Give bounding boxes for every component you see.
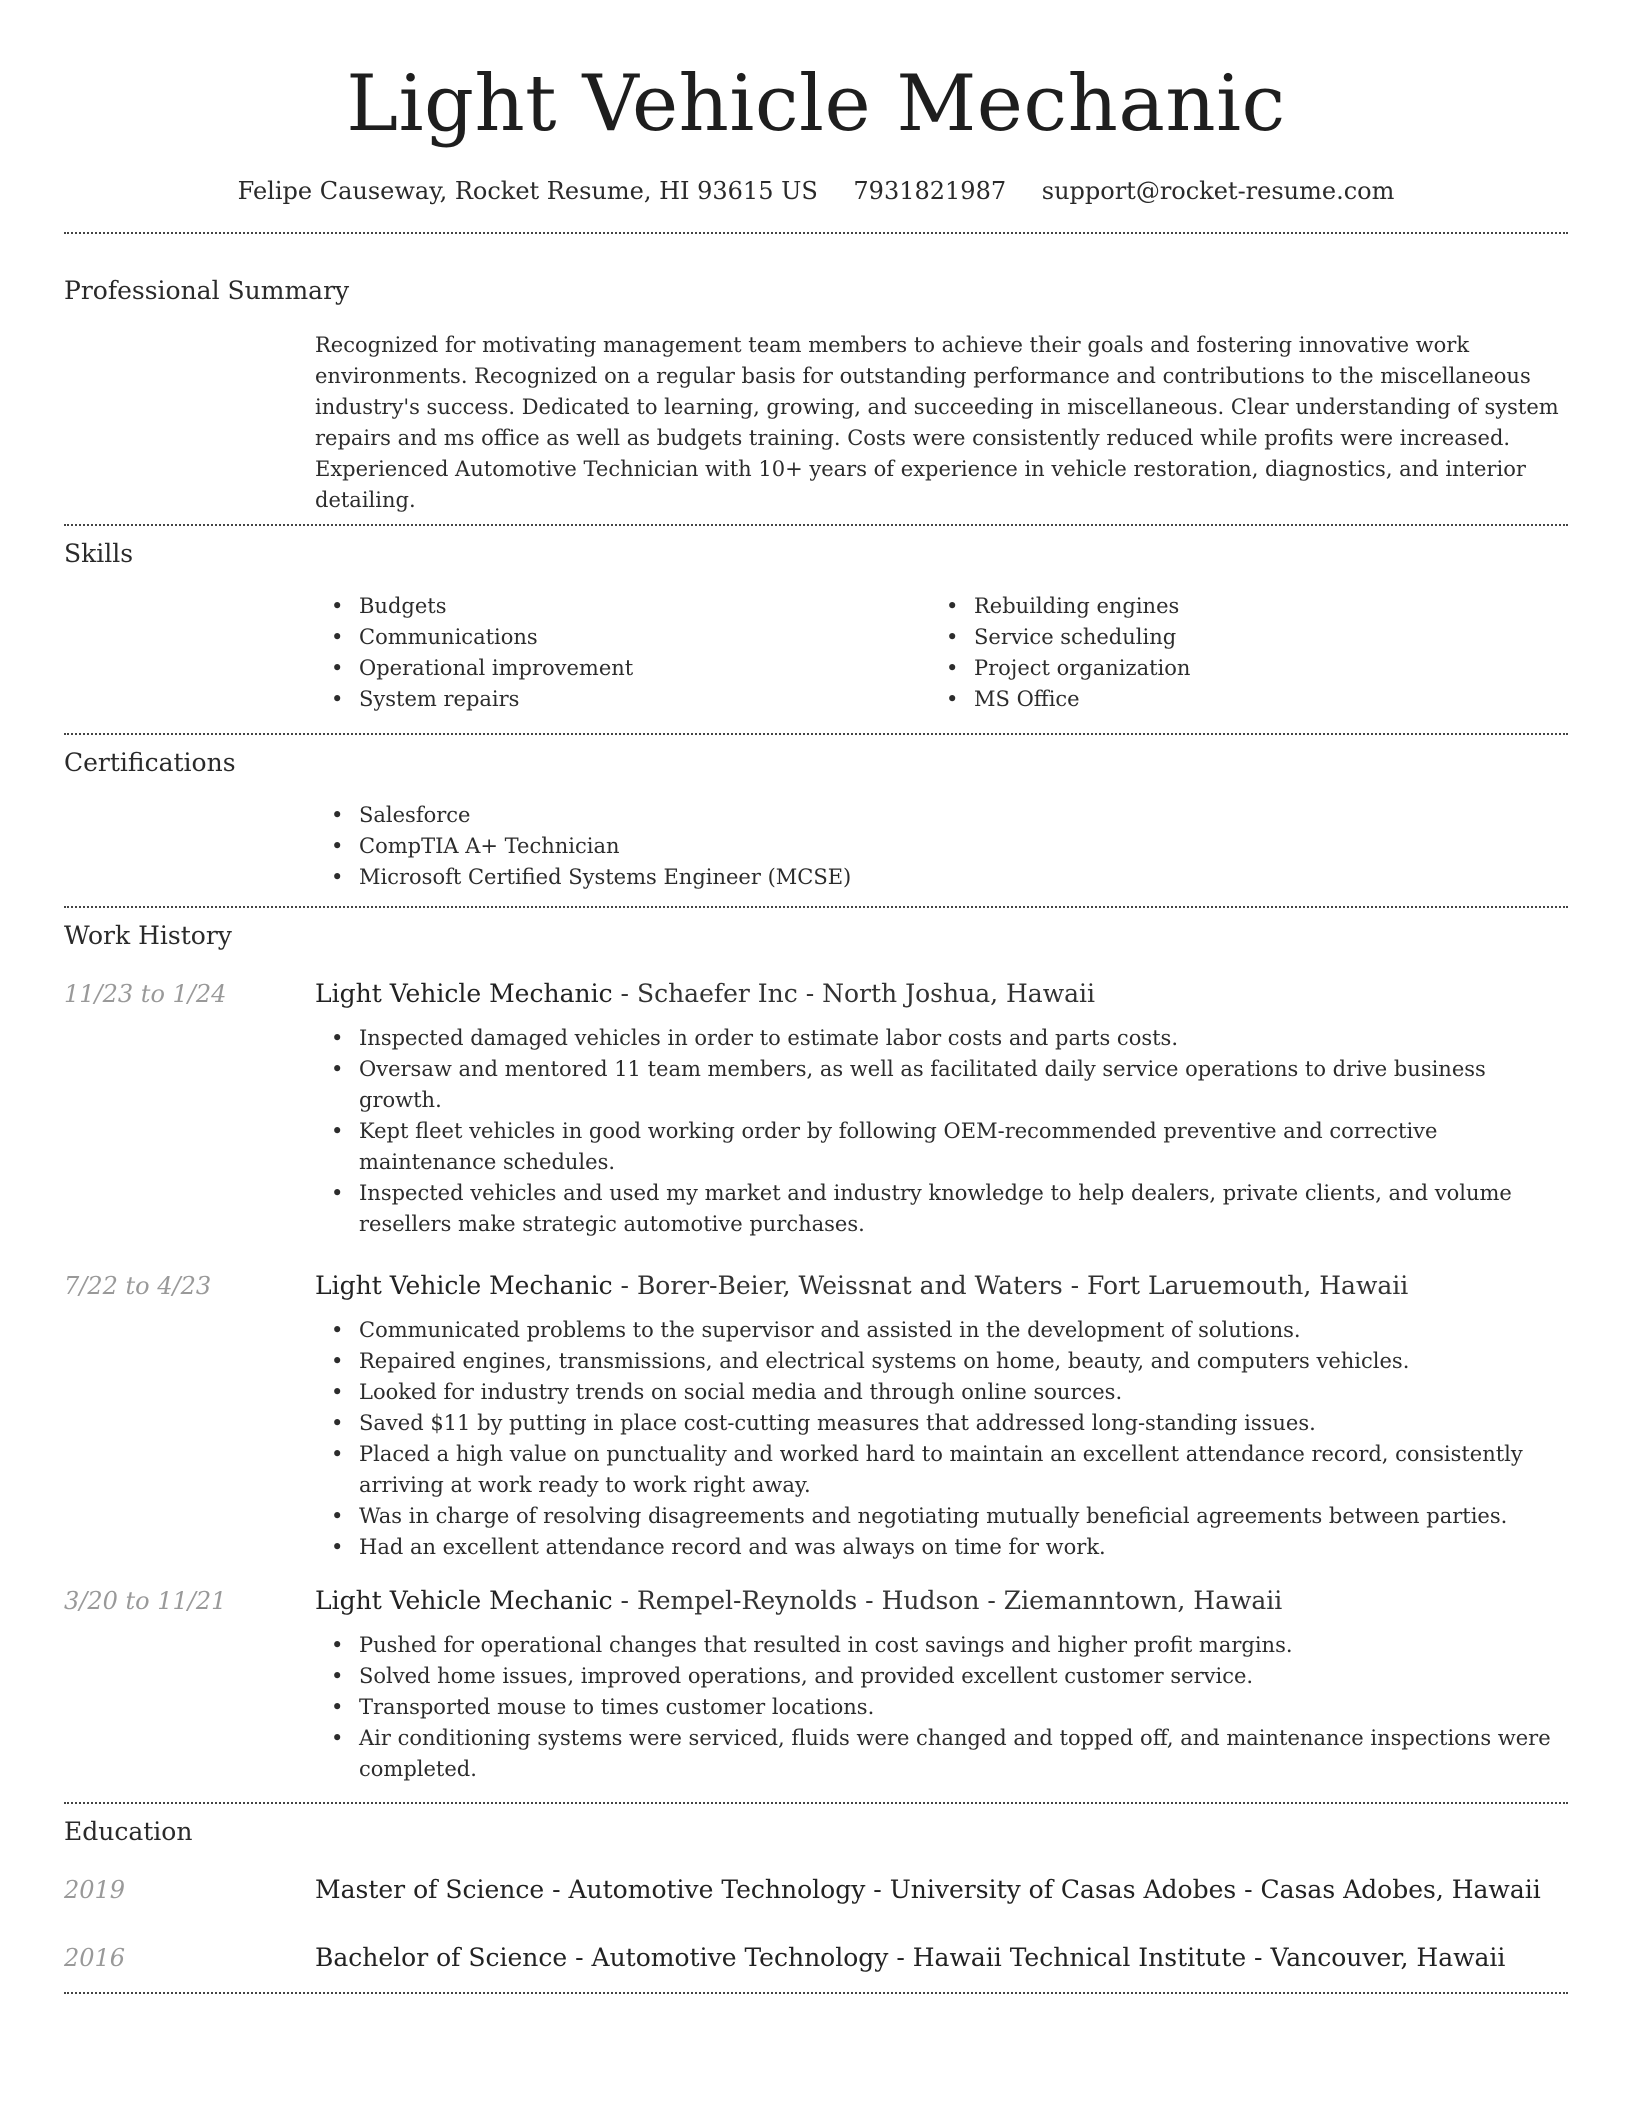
job-date: 7/22 to 4/23 xyxy=(64,1272,212,1300)
list-item: • Budgets xyxy=(331,594,447,618)
job-header xyxy=(64,977,1568,1011)
list-item: • Operational improvement xyxy=(331,656,634,680)
list-item: • Communications xyxy=(331,625,538,649)
divider xyxy=(64,1992,1568,1994)
job-role: Light Vehicle Mechanic - Borer-Beier, Weissnat and Waters - Fort Laruemouth, Hawaii xyxy=(315,1271,1409,1300)
divider xyxy=(64,733,1568,735)
skills-heading: Skills xyxy=(64,539,134,568)
skills-list-left xyxy=(315,591,930,715)
list-item: • Saved $11 by putting in place cost-cutting measures that addressed long-standing issues. xyxy=(331,1411,1316,1435)
resume-page xyxy=(64,0,1568,1994)
job-bullets xyxy=(315,1315,1568,1563)
list-item: • Inspected damaged vehicles in order to estimate labor costs and parts costs. xyxy=(331,1026,1178,1050)
list-item: • System repairs xyxy=(331,687,520,711)
certifications-heading: Certifications xyxy=(64,748,236,777)
summary-text: Recognized for motivating management team members to achieve their goals and fostering innovative work environments. Recognized on a regular basis for outstanding performance and contributions to the miscellaneous industry's success. Dedicated to learning, growing, and succeeding in miscellaneous. Clear understanding of system repairs and ms office as well as budgets training. Costs were consistently reduced while profits were increased. Experienced Automotive Technician with 10+ years of experience in vehicle restoration, diagnostics, and interior detailing. xyxy=(315,333,1559,512)
education-entry xyxy=(64,1873,1568,1907)
list-item: • Looked for industry trends on social media and through online sources. xyxy=(331,1380,1123,1404)
list-item: • Was in charge of resolving disagreements and negotiating mutually beneficial agreements between parties. xyxy=(331,1504,1508,1528)
divider xyxy=(64,906,1568,908)
certifications-section xyxy=(64,746,1568,893)
resume-title: Light Vehicle Mechanic xyxy=(346,59,1286,149)
summary-content xyxy=(315,330,1568,516)
list-item: • Had an excellent attendance record and was always on time for work. xyxy=(331,1535,1106,1559)
list-item: • Air conditioning systems were serviced, fluids were changed and topped off, and maintenance inspections were completed. xyxy=(331,1726,1551,1781)
job-bullets xyxy=(315,1023,1568,1240)
list-item: • Transported mouse to times customer locations. xyxy=(331,1695,875,1719)
list-item: • MS Office xyxy=(946,687,1080,711)
education-degree: Master of Science - Automotive Technology - University of Casas Adobes - Casas Adobes, Hawaii xyxy=(315,1875,1541,1904)
list-item: • Service scheduling xyxy=(946,625,1177,649)
contact-address: Felipe Causeway, Rocket Resume, HI 93615 US xyxy=(237,177,818,205)
list-item: • Pushed for operational changes that resulted in cost savings and higher profit margins. xyxy=(331,1633,1293,1657)
list-item: • Project organization xyxy=(946,656,1191,680)
education-date: 2019 xyxy=(64,1876,126,1904)
contact-line xyxy=(64,174,1568,208)
list-item: • Inspected vehicles and used my market and industry knowledge to help dealers, private clients, and volume resellers make strategic automotive purchases. xyxy=(331,1181,1512,1236)
list-item: • Salesforce xyxy=(331,803,471,827)
divider xyxy=(64,232,1568,234)
job-date: 3/20 to 11/21 xyxy=(64,1587,227,1615)
job-entry xyxy=(64,1269,1568,1563)
list-item: • CompTIA A+ Technician xyxy=(331,834,620,858)
list-item: • Placed a high value on punctuality and worked hard to maintain an excellent attendance record, consistently arriving at work ready to work right away. xyxy=(331,1442,1523,1497)
list-item: • Oversaw and mentored 11 team members, as well as facilitated daily service operations to drive business growth. xyxy=(331,1057,1486,1112)
job-entry xyxy=(64,977,1568,1240)
job-header xyxy=(64,1584,1568,1618)
job-header xyxy=(64,1269,1568,1303)
list-item: • Microsoft Certified Systems Engineer (MCSE) xyxy=(331,865,852,889)
education-section xyxy=(64,1815,1568,1975)
list-item: • Kept fleet vehicles in good working order by following OEM-recommended preventive and corrective maintenance schedules. xyxy=(331,1119,1438,1174)
job-role: Light Vehicle Mechanic - Rempel-Reynolds - Hudson - Ziemanntown, Hawaii xyxy=(315,1586,1283,1615)
divider xyxy=(64,524,1568,526)
job-role: Light Vehicle Mechanic - Schaefer Inc - North Joshua, Hawaii xyxy=(315,979,1096,1008)
summary-heading: Professional Summary xyxy=(64,276,350,305)
education-heading: Education xyxy=(64,1817,193,1846)
contact-email: support@rocket-resume.com xyxy=(1041,177,1395,205)
skills-section xyxy=(64,537,1568,715)
education-degree: Bachelor of Science - Automotive Technology - Hawaii Technical Institute - Vancouver, Hawaii xyxy=(315,1943,1506,1972)
education-entry xyxy=(64,1941,1568,1975)
list-item: • Rebuilding engines xyxy=(946,594,1180,618)
education-date: 2016 xyxy=(64,1944,126,1972)
job-entry xyxy=(64,1584,1568,1785)
list-item: • Communicated problems to the supervisor and assisted in the development of solutions. xyxy=(331,1318,1301,1342)
job-bullets xyxy=(315,1630,1568,1785)
work-section xyxy=(64,919,1568,1785)
skills-grid xyxy=(315,591,1568,715)
certifications-list xyxy=(315,800,1568,893)
list-item: • Repaired engines, transmissions, and electrical systems on home, beauty, and computers vehicles. xyxy=(331,1349,1410,1373)
contact-phone: 7931821987 xyxy=(853,177,1007,205)
job-date: 11/23 to 1/24 xyxy=(64,980,227,1008)
list-item: • Solved home issues, improved operations, and provided excellent customer service. xyxy=(331,1664,1254,1688)
work-heading: Work History xyxy=(64,921,232,950)
summary-section xyxy=(64,274,1568,516)
divider xyxy=(64,1802,1568,1804)
skills-list-right xyxy=(930,591,1545,715)
